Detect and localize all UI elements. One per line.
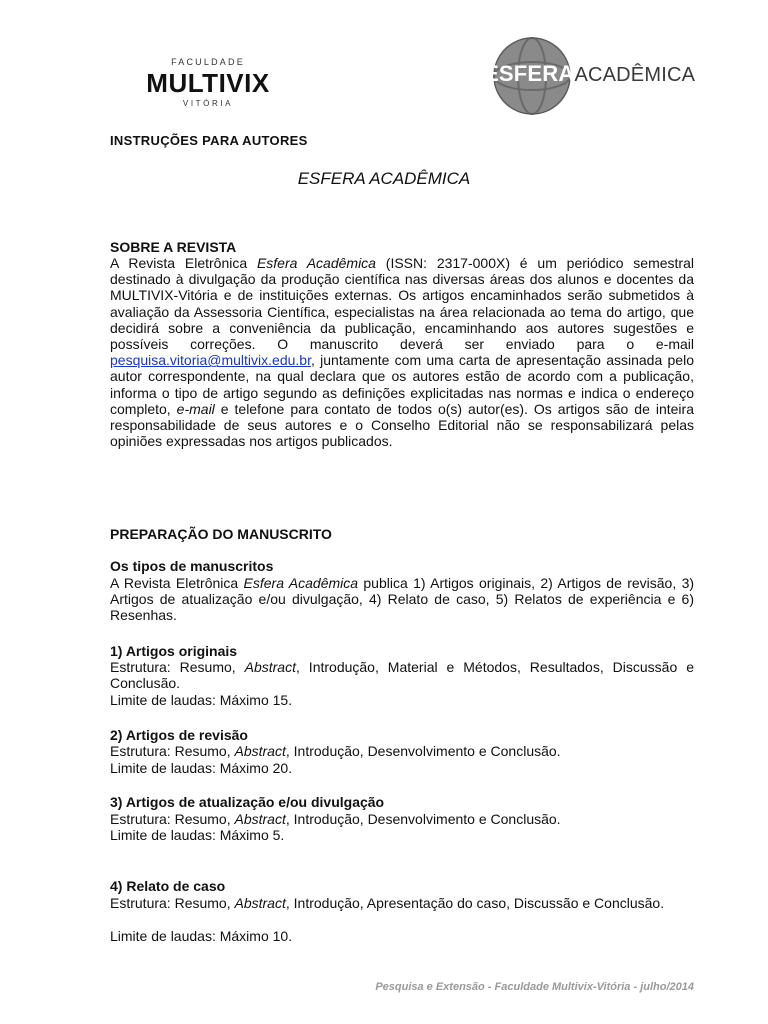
preparacao-heading: PREPARAÇÃO DO MANUSCRITO bbox=[110, 526, 332, 542]
sobre-paragraph: A Revista Eletrônica Esfera Acadêmica (ISSN: 2317-000X) é um periódico semestral destinado à divulgação da produção científica nas diversas áreas dos alunos e docentes da MULTIVIX-Vitória e de instituições externas. Os artigos encaminhados serão submetidos à avaliação da Assessoria Científica, especialistas na área relacionada ao tema do artigo, que decidirá sobre a conveniência da publicação, encaminhando aos autores sugestões e possíveis correções. O manuscrito deverá ser enviado para o e-mail pesquisa.vitoria@multivix.edu.br, juntamente com uma carta de apresentação assinada pelo autor correspondente, na qual declara que os autores estão de acordo com a publicação, informa o tipo de artigo segundo as definições explicitadas nas normas e indica o endereço completo, e-mail e telefone para contato de todos o(s) autor(es). Os artigos são de inteira responsabilidade de seus autores e o Conselho Editorial não se responsabilizará pelas opiniões expressadas nos artigos publicados. bbox=[110, 255, 694, 450]
tipos-paragraph: A Revista Eletrônica Esfera Acadêmica publica 1) Artigos originais, 2) Artigos de revisão, 3) Artigos de atualização e/ou divulgação, 4) Relato de caso, 5) Relatos de experiência e 6) Resenhas. bbox=[110, 575, 695, 624]
type-limit: Limite de laudas: Máximo 15. bbox=[110, 692, 293, 708]
logo-wordmark: ESFERAACADÊMICA bbox=[484, 61, 696, 86]
page-footer: Pesquisa e Extensão - Faculdade Multivix-Vitória - julho/2014 bbox=[375, 981, 694, 993]
esfera-academica-logo bbox=[480, 34, 696, 118]
tipos-heading: Os tipos de manuscritos bbox=[110, 558, 274, 574]
type-limit: Limite de laudas: Máximo 5. bbox=[110, 827, 285, 843]
type-structure: Estrutura: Resumo, Abstract, Introdução, Apresentação do caso, Discussão e Conclusão. bbox=[110, 895, 665, 911]
type-structure: Estrutura: Resumo, Abstract, Introdução, Desenvolvimento e Conclusão. bbox=[110, 811, 561, 827]
type-structure: Estrutura: Resumo, Abstract, Introdução, Material e Métodos, Resultados, Discussão e Conclusão. bbox=[110, 659, 694, 692]
type-limit: Limite de laudas: Máximo 20. bbox=[110, 760, 293, 776]
magazine-title: ESFERA ACADÊMICA bbox=[297, 169, 471, 188]
email-link[interactable]: pesquisa.vitoria@multivix.edu.br bbox=[110, 352, 311, 369]
type-title: 1) Artigos originais bbox=[110, 643, 238, 659]
logo-faculdade-text: FACULDADE bbox=[171, 57, 245, 67]
logo-vitoria-text: VITÓRIA bbox=[182, 99, 234, 108]
sobre-heading: SOBRE A REVISTA bbox=[110, 239, 237, 255]
logo-multivix-text: MULTIVIX bbox=[146, 68, 270, 98]
multivix-logo bbox=[122, 52, 294, 120]
type-title: 4) Relato de caso bbox=[110, 878, 226, 894]
type-structure: Estrutura: Resumo, Abstract, Introdução, Desenvolvimento e Conclusão. bbox=[110, 743, 561, 759]
type-title: 3) Artigos de atualização e/ou divulgação bbox=[110, 794, 385, 810]
type-limit: Limite de laudas: Máximo 10. bbox=[110, 928, 293, 944]
type-title: 2) Artigos de revisão bbox=[110, 727, 248, 743]
section-label: INSTRUÇÕES PARA AUTORES bbox=[110, 133, 308, 148]
